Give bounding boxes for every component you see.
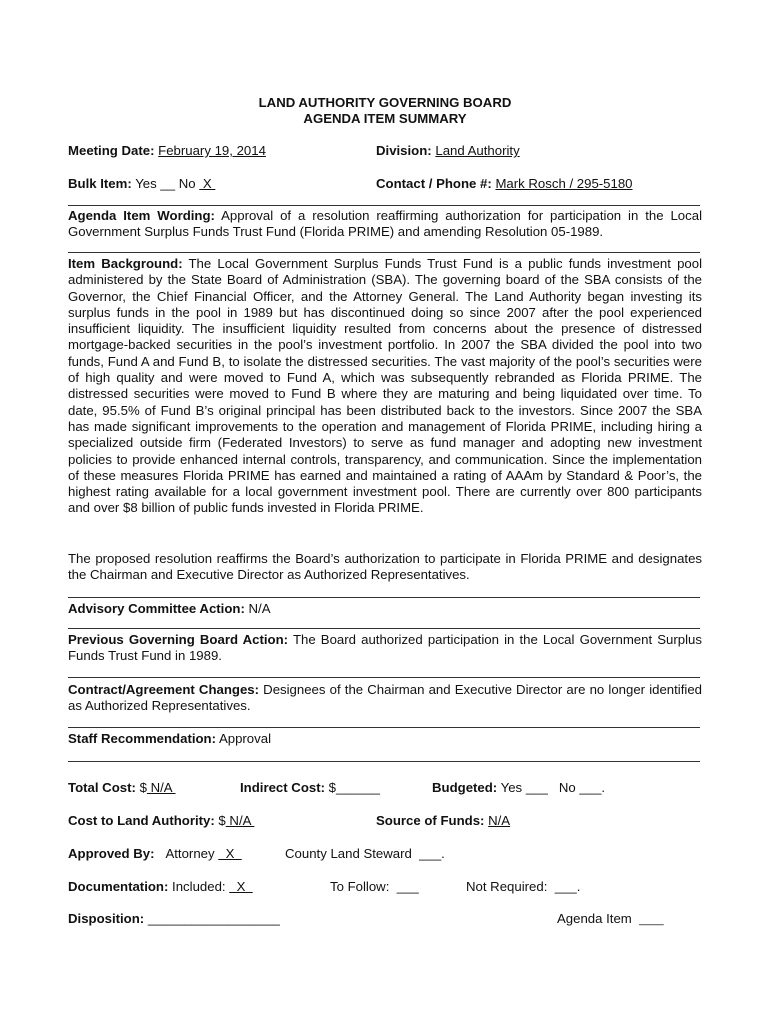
- advisory-row: [68, 601, 271, 616]
- item-background: [68, 256, 702, 517]
- item-background-paragraph-2: The proposed resolution reaffirms the Board’s authorization to participate in Florida PRIME and designates the Chairman and Executive Director as Authorized Representatives.: [68, 551, 702, 583]
- indirect-cost-label: Indirect Cost:: [240, 780, 325, 795]
- bulk-item-row: [68, 176, 215, 191]
- county-land-steward-value: ___.: [419, 846, 445, 861]
- source-of-funds-row: [376, 813, 510, 828]
- bulk-item-no-value: X: [199, 176, 216, 191]
- divider: [68, 205, 700, 206]
- total-cost-label: Total Cost:: [68, 780, 136, 795]
- agenda-item-number-value: ____: [639, 914, 664, 926]
- meeting-date-value: February 19, 2014: [158, 143, 266, 158]
- approved-by-label: Approved By:: [68, 846, 155, 861]
- disposition-label: Disposition:: [68, 911, 145, 926]
- document-subtitle: AGENDA ITEM SUMMARY: [303, 111, 467, 126]
- meeting-date-label: Meeting Date:: [68, 143, 155, 158]
- budgeted-label: Budgeted:: [432, 780, 498, 795]
- indirect-cost-row: [240, 780, 380, 795]
- divider: [68, 628, 700, 629]
- agenda-wording: [68, 208, 702, 241]
- disposition-value: __________________: [147, 911, 280, 926]
- documentation-row: [68, 879, 253, 894]
- division-label: Division:: [376, 143, 432, 158]
- agenda-item-label: Agenda Item: [557, 911, 632, 926]
- not-required-row: [466, 879, 580, 894]
- item-background-label: Item Background:: [68, 256, 183, 271]
- documentation-label: Documentation:: [68, 879, 169, 894]
- budgeted-no: No ___.: [558, 780, 606, 795]
- not-required-label: Not Required:: [466, 879, 548, 894]
- budgeted-row: [432, 780, 605, 795]
- advisory-value: N/A: [248, 601, 271, 616]
- indirect-cost-value: $______: [328, 780, 381, 795]
- county-land-steward-row: [285, 846, 445, 861]
- divider: [68, 252, 700, 253]
- bulk-item-no: No: [178, 176, 196, 191]
- not-required-value: ___.: [554, 879, 581, 894]
- cost-to-land-authority-value: N/A: [225, 813, 255, 828]
- contract-changes: [68, 682, 702, 715]
- documentation-included-value: X: [229, 879, 253, 894]
- cost-to-land-authority-label: Cost to Land Authority:: [68, 813, 215, 828]
- approved-attorney-value: X: [218, 846, 242, 861]
- agenda-wording-label: Agenda Item Wording:: [68, 208, 215, 223]
- approved-by-row: [68, 846, 242, 861]
- division-row: [376, 143, 520, 158]
- previous-action-text: The Board authorized participation in the Local Government Surplus Funds Trust Fund in 1989.: [68, 632, 702, 664]
- documentation-included: Included:: [172, 879, 226, 894]
- to-follow-label: To Follow:: [330, 879, 390, 894]
- divider: [68, 677, 700, 678]
- division-value: Land Authority: [435, 143, 520, 158]
- contact-label: Contact / Phone #:: [376, 176, 492, 191]
- cost-to-land-authority-prefix: $: [218, 813, 226, 828]
- divider: [68, 727, 700, 728]
- agenda-wording-text: Approval of a resolution reaffirming authorization for participation in the Local Government Surplus Funds Trust Fund (Florida PRIME) and amending Resolution 05-1989.: [68, 208, 702, 240]
- divider: [68, 597, 700, 598]
- bulk-item-label: Bulk Item:: [68, 176, 132, 191]
- source-of-funds-value: N/A: [488, 813, 511, 828]
- previous-action-label: Previous Governing Board Action:: [68, 632, 289, 647]
- county-land-steward: County Land Steward: [285, 846, 412, 861]
- advisory-label: Advisory Committee Action:: [68, 601, 245, 616]
- bulk-item-yes-blank: __: [160, 176, 176, 191]
- contact-value: Mark Rosch / 295-5180: [495, 176, 633, 191]
- document-title: LAND AUTHORITY GOVERNING BOARD: [258, 95, 512, 110]
- staff-recommendation-value: Approval: [218, 731, 272, 746]
- to-follow-row: [330, 879, 419, 894]
- disposition-row: [68, 911, 280, 926]
- total-cost-row: [68, 780, 176, 795]
- total-cost-value: N/A: [146, 780, 176, 795]
- item-background-text: The Local Government Surplus Funds Trust Fund is a public funds investment pool administered by the State Board of Administration (SBA). The governing board of the SBA consists of the Governor, the Chief Financial Officer, and the Attorney General. The Land Authority began investing its surplus funds in the pool in 1989 but has discontinued doing so since 2007 after the pool experienced insufficient liquidity. The insufficient liquidity resulted from concerns about the presence of distressed mortgage-backed securities in the pool’s investment portfolio. In 2007 the SBA divided the pool into two funds, Fund A and Fund B, to isolate the distressed securities. The vast majority of the pool’s securities were of high quality and were moved to Fund A, which was subsequently rebranded as Florida PRIME. The distressed securities were moved to Fund B where they are maturing and being liquidated over time. To date, 95.5% of Fund B’s original principal has been distributed back to the investors. Since 2007 the SBA has made significant improvements to the operation and management of Florida PRIME, including hiring a specialized outside firm (Federated Investors) to serve as fund manager and adopting new investment policies to provide enhanced internal controls, transparency, and communication. Since the implementation of these measures Florida PRIME has earned and maintained a rating of AAAm by Standard & Poor’s, the highest rating available for a local government investment pool. There are currently over 800 participants and over $8 billion of public funds invested in Florida PRIME.: [68, 256, 702, 516]
- budgeted-yes: Yes ___: [500, 780, 548, 795]
- approved-attorney: Attorney: [165, 846, 215, 861]
- bulk-item-yes: Yes: [135, 176, 157, 191]
- contract-changes-label: Contract/Agreement Changes:: [68, 682, 260, 697]
- staff-recommendation-row: [68, 731, 271, 746]
- contact-row: [376, 176, 633, 191]
- staff-recommendation-label: Staff Recommendation:: [68, 731, 217, 746]
- source-of-funds-label: Source of Funds:: [376, 813, 485, 828]
- meeting-date-row: [68, 143, 266, 158]
- divider: [68, 761, 700, 762]
- total-cost-prefix: $: [139, 780, 147, 795]
- previous-action: [68, 632, 702, 665]
- to-follow-value: ___: [396, 879, 419, 894]
- cost-to-land-authority-row: [68, 813, 254, 828]
- contract-changes-text: Designees of the Chairman and Executive Director are no longer identified as Authorized Representatives.: [68, 682, 702, 714]
- agenda-item-number-row: [557, 911, 664, 926]
